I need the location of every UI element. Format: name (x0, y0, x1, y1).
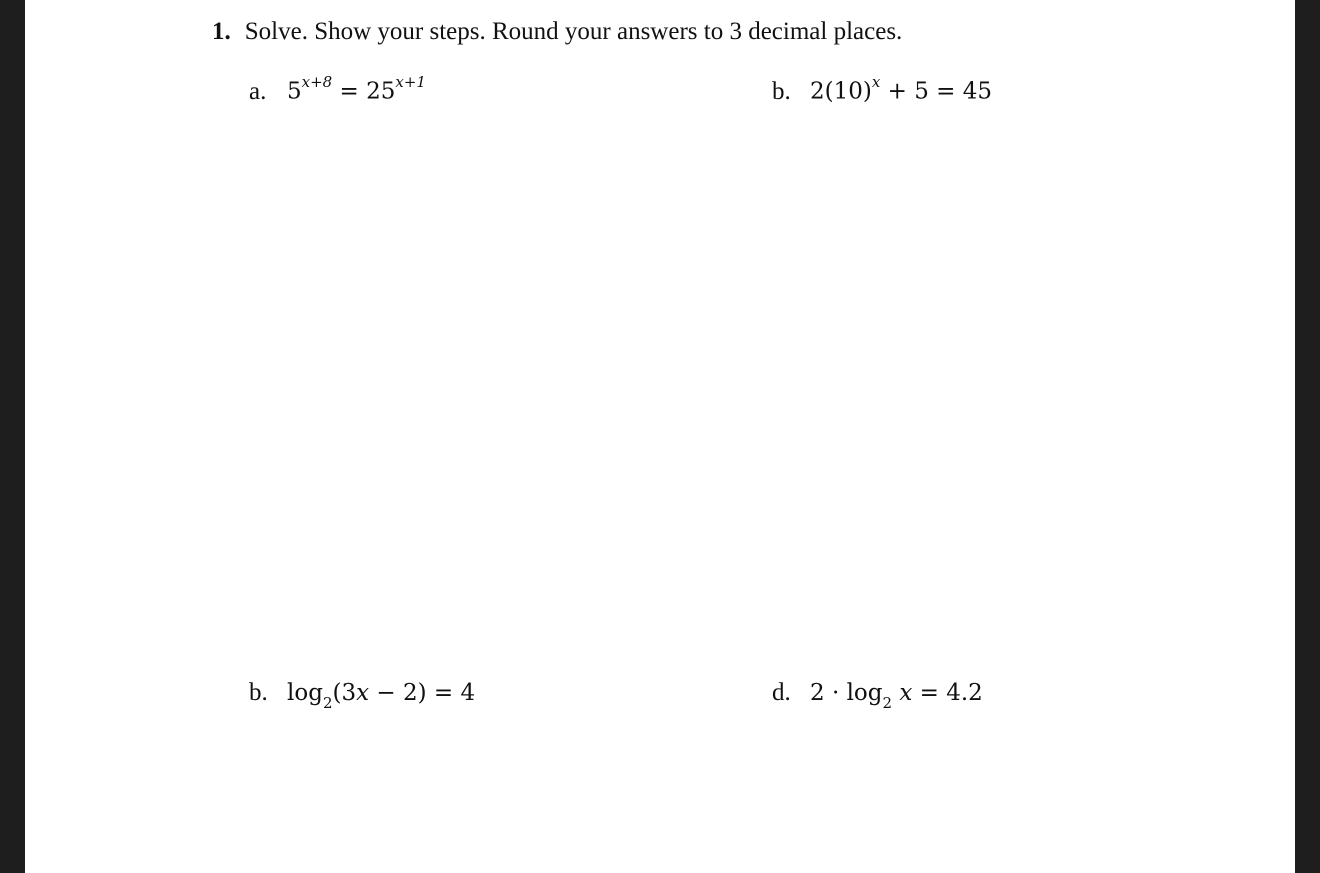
problem-c (249, 679, 475, 710)
problem-label: d. (772, 679, 791, 706)
equation-b (810, 73, 993, 105)
equation-a-base1: 5 (287, 78, 302, 105)
equation-a-equals: = (332, 78, 367, 105)
equation-c-arg-open: (3 (332, 680, 357, 706)
equation-c-sub: 2 (322, 693, 333, 712)
equation-b-exp: x (871, 73, 881, 91)
problem-label: a. (249, 77, 267, 105)
equation-d-post: = 4.2 (912, 680, 983, 706)
equation-b-pre: 2(10) (810, 78, 872, 105)
question-instruction: Solve. Show your steps. Round your answers to 3 decimal places. (244, 18, 903, 45)
worksheet-page (25, 0, 1295, 873)
question-number: 1. (212, 18, 231, 45)
problem-a (249, 73, 426, 106)
problem-label: b. (772, 77, 791, 105)
equation-c (287, 680, 475, 710)
equation-c-fn: log (287, 680, 323, 706)
equation-d-pre: 2 · log (810, 680, 883, 706)
equation-d-var: x (892, 680, 913, 706)
equation-c-var: x (356, 680, 370, 706)
equation-c-arg-close: − 2) = 4 (369, 680, 476, 706)
equation-a (287, 73, 426, 105)
equation-a-exp1: x+8 (301, 73, 333, 91)
equation-a-base2: 25 (366, 78, 396, 105)
problem-b (772, 73, 993, 106)
problem-label: b. (249, 679, 268, 706)
problem-d (772, 679, 983, 710)
equation-d-sub: 2 (882, 693, 893, 712)
equation-a-exp2: x+1 (395, 73, 426, 91)
equation-b-post: + 5 = 45 (880, 78, 993, 105)
question-1 (212, 18, 902, 46)
equation-d (810, 680, 983, 710)
